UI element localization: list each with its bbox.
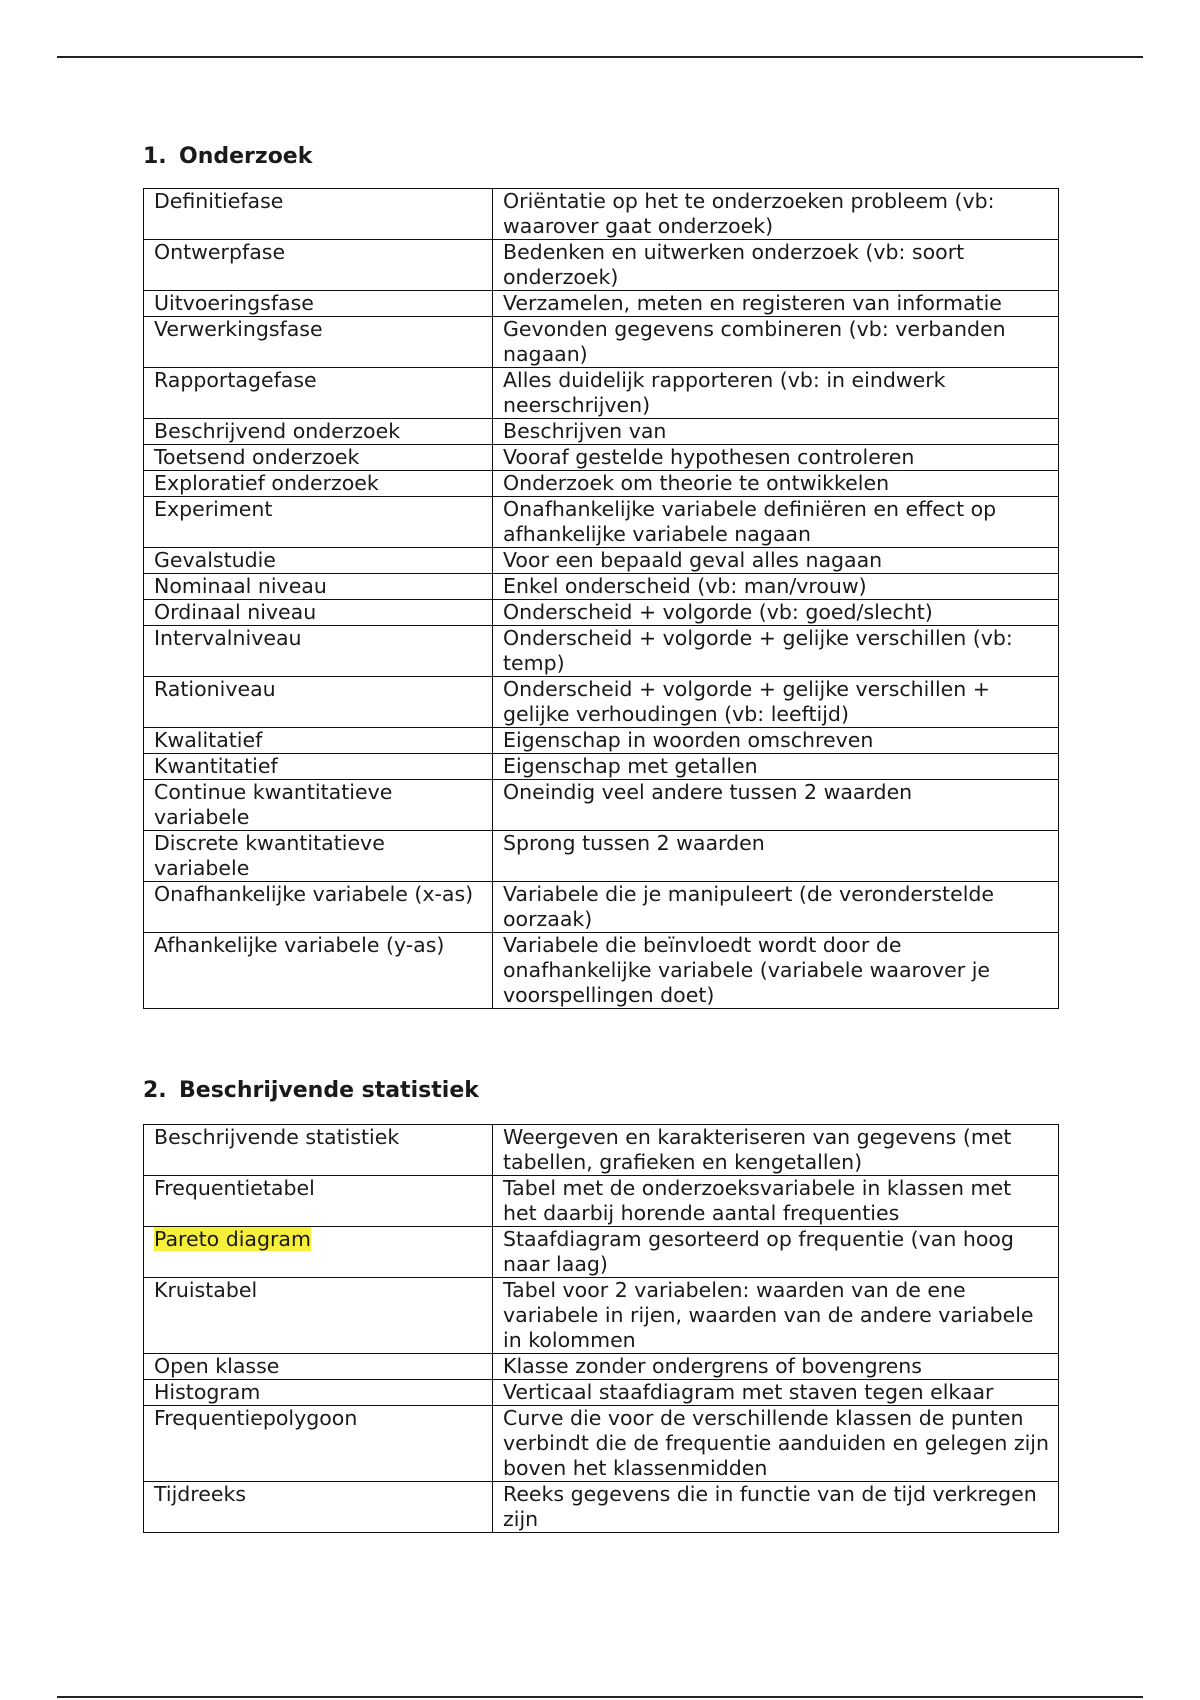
table-row xyxy=(144,754,1059,780)
definition-text: Reeks gegevens die in functie van de tijd verkregen zijn xyxy=(503,1482,1037,1531)
definition-cell xyxy=(493,1278,1059,1354)
definition-text: Beschrijven van xyxy=(503,419,667,443)
table-row xyxy=(144,626,1059,677)
definition-cell xyxy=(493,1176,1059,1227)
term-text: Ordinaal niveau xyxy=(154,600,317,624)
term-cell xyxy=(144,1176,493,1227)
definition-text: Tabel voor 2 variabelen: waarden van de ene variabele in rijen, waarden van de andere variabele in kolommen xyxy=(503,1278,1034,1352)
table-row xyxy=(144,1278,1059,1354)
definition-text: Staafdiagram gesorteerd op frequentie (van hoog naar laag) xyxy=(503,1227,1014,1276)
term-cell xyxy=(144,240,493,291)
definition-cell xyxy=(493,445,1059,471)
definition-text: Oriëntatie op het te onderzoeken probleem (vb: waarover gaat onderzoek) xyxy=(503,189,995,238)
definition-cell xyxy=(493,933,1059,1009)
term-cell xyxy=(144,548,493,574)
definition-cell xyxy=(493,240,1059,291)
table-row xyxy=(144,831,1059,882)
table-row xyxy=(144,368,1059,419)
term-text: Uitvoeringsfase xyxy=(154,291,314,315)
term-text: Nominaal niveau xyxy=(154,574,327,598)
term-text: Onafhankelijke variabele (x-as) xyxy=(154,882,474,906)
term-text: Kwantitatief xyxy=(154,754,278,778)
term-text: Frequentietabel xyxy=(154,1176,315,1200)
term-text: Rapportagefase xyxy=(154,368,317,392)
header-rule xyxy=(57,56,1143,58)
definition-text: Eigenschap met getallen xyxy=(503,754,758,778)
term-cell xyxy=(144,1227,493,1278)
definition-cell xyxy=(493,626,1059,677)
term-cell xyxy=(144,1278,493,1354)
term-text: Ontwerpfase xyxy=(154,240,286,264)
term-text: Continue kwantitatieve variabele xyxy=(154,780,393,829)
definition-cell xyxy=(493,882,1059,933)
term-text: Experiment xyxy=(154,497,273,521)
table-row xyxy=(144,1482,1059,1533)
term-text: Toetsend onderzoek xyxy=(154,445,360,469)
term-text: Histogram xyxy=(154,1380,261,1404)
term-cell xyxy=(144,1125,493,1176)
definition-cell xyxy=(493,574,1059,600)
definition-text: Vooraf gestelde hypothesen controleren xyxy=(503,445,915,469)
term-cell xyxy=(144,600,493,626)
definition-text: Curve die voor de verschillende klassen de punten verbindt die de frequentie aanduiden en gelegen zijn boven het klassenmidden xyxy=(503,1406,1049,1480)
definition-text: Onafhankelijke variabele definiëren en effect op afhankelijke variabele nagaan xyxy=(503,497,997,546)
definition-text: Enkel onderscheid (vb: man/vrouw) xyxy=(503,574,867,598)
term-text: Kruistabel xyxy=(154,1278,258,1302)
definition-text: Klasse zonder ondergrens of bovengrens xyxy=(503,1354,922,1378)
term-text: Verwerkingsfase xyxy=(154,317,323,341)
definition-text: Tabel met de onderzoeksvariabele in klassen met het daarbij horende aantal frequenties xyxy=(503,1176,1012,1225)
term-text: Kwalitatief xyxy=(154,728,263,752)
definition-text: Alles duidelijk rapporteren (vb: in eindwerk neerschrijven) xyxy=(503,368,946,417)
definition-cell xyxy=(493,368,1059,419)
definition-cell xyxy=(493,189,1059,240)
table-row xyxy=(144,240,1059,291)
section-number: 1. xyxy=(143,144,167,169)
definition-text: Voor een bepaald geval alles nagaan xyxy=(503,548,883,572)
definition-text: Oneindig veel andere tussen 2 waarden xyxy=(503,780,913,804)
term-cell xyxy=(144,626,493,677)
definition-text: Verticaal staafdiagram met staven tegen elkaar xyxy=(503,1380,994,1404)
table-row xyxy=(144,933,1059,1009)
definition-cell xyxy=(493,419,1059,445)
term-cell xyxy=(144,780,493,831)
table-row xyxy=(144,780,1059,831)
term-text: Discrete kwantitatieve variabele xyxy=(154,831,385,880)
term-text: Beschrijvende statistiek xyxy=(154,1125,400,1149)
definition-text: Onderscheid + volgorde + gelijke verschillen (vb: temp) xyxy=(503,626,1013,675)
definition-cell xyxy=(493,471,1059,497)
term-text: Exploratief onderzoek xyxy=(154,471,379,495)
table-row xyxy=(144,1125,1059,1176)
term-text: Intervalniveau xyxy=(154,626,302,650)
table-row xyxy=(144,677,1059,728)
table-row xyxy=(144,548,1059,574)
section-heading xyxy=(143,142,1059,172)
term-cell xyxy=(144,933,493,1009)
term-cell xyxy=(144,317,493,368)
table-row xyxy=(144,291,1059,317)
term-text: Afhankelijke variabele (y-as) xyxy=(154,933,445,957)
glossary-table-beschrijvende-statistiek xyxy=(143,1124,1059,1533)
term-text: Pareto diagram xyxy=(154,1227,311,1251)
term-text: Open klasse xyxy=(154,1354,280,1378)
table-row xyxy=(144,497,1059,548)
table-row xyxy=(144,189,1059,240)
definition-text: Onderzoek om theorie te ontwikkelen xyxy=(503,471,890,495)
definition-text: Gevonden gegevens combineren (vb: verbanden nagaan) xyxy=(503,317,1006,366)
definition-cell xyxy=(493,1406,1059,1482)
term-cell xyxy=(144,574,493,600)
section-title: Beschrijvende statistiek xyxy=(179,1078,479,1103)
definition-text: Sprong tussen 2 waarden xyxy=(503,831,765,855)
term-text: Beschrijvend onderzoek xyxy=(154,419,401,443)
term-cell xyxy=(144,368,493,419)
term-cell xyxy=(144,189,493,240)
definition-text: Variabele die beïnvloedt wordt door de onafhankelijke variabele (variabele waarover je voorspellingen doet) xyxy=(503,933,991,1007)
definition-text: Variabele die je manipuleert (de veronderstelde oorzaak) xyxy=(503,882,995,931)
footer-rule xyxy=(57,1696,1143,1698)
term-cell xyxy=(144,419,493,445)
term-text: Definitiefase xyxy=(154,189,284,213)
table-row xyxy=(144,600,1059,626)
definition-text: Eigenschap in woorden omschreven xyxy=(503,728,874,752)
table-row xyxy=(144,445,1059,471)
table-row xyxy=(144,317,1059,368)
term-cell xyxy=(144,882,493,933)
term-cell xyxy=(144,1482,493,1533)
definition-cell xyxy=(493,1227,1059,1278)
definition-cell xyxy=(493,728,1059,754)
definition-text: Onderscheid + volgorde + gelijke verschillen + gelijke verhoudingen (vb: leeftijd) xyxy=(503,677,990,726)
table-row xyxy=(144,1354,1059,1380)
term-cell xyxy=(144,291,493,317)
definition-cell xyxy=(493,780,1059,831)
definition-cell xyxy=(493,291,1059,317)
term-cell xyxy=(144,831,493,882)
definition-cell xyxy=(493,1380,1059,1406)
term-cell xyxy=(144,1354,493,1380)
table-row xyxy=(144,574,1059,600)
definition-cell xyxy=(493,1482,1059,1533)
section-number: 2. xyxy=(143,1078,167,1103)
table-row xyxy=(144,1380,1059,1406)
definition-cell xyxy=(493,600,1059,626)
term-text: Rationiveau xyxy=(154,677,276,701)
section-heading xyxy=(143,1076,1059,1106)
definition-text: Weergeven en karakteriseren van gegevens (met tabellen, grafieken en kengetallen) xyxy=(503,1125,1012,1174)
table-row xyxy=(144,1227,1059,1278)
definition-cell xyxy=(493,317,1059,368)
definition-cell xyxy=(493,497,1059,548)
table-row xyxy=(144,882,1059,933)
term-cell xyxy=(144,497,493,548)
table-row xyxy=(144,471,1059,497)
section-title: Onderzoek xyxy=(179,144,313,169)
definition-cell xyxy=(493,831,1059,882)
term-text: Gevalstudie xyxy=(154,548,276,572)
term-text: Frequentiepolygoon xyxy=(154,1406,358,1430)
table-row xyxy=(144,1176,1059,1227)
definition-text: Onderscheid + volgorde (vb: goed/slecht) xyxy=(503,600,933,624)
section-beschrijvende-statistiek xyxy=(143,1076,1059,1533)
term-cell xyxy=(144,677,493,728)
glossary-table-onderzoek xyxy=(143,188,1059,1009)
section-onderzoek xyxy=(143,142,1059,1009)
table-row xyxy=(144,728,1059,754)
definition-cell xyxy=(493,1354,1059,1380)
term-cell xyxy=(144,445,493,471)
definition-text: Bedenken en uitwerken onderzoek (vb: soort onderzoek) xyxy=(503,240,965,289)
definition-cell xyxy=(493,677,1059,728)
definition-cell xyxy=(493,548,1059,574)
definition-cell xyxy=(493,1125,1059,1176)
term-cell xyxy=(144,471,493,497)
term-cell xyxy=(144,728,493,754)
term-cell xyxy=(144,1406,493,1482)
definition-text: Verzamelen, meten en registeren van informatie xyxy=(503,291,1002,315)
term-cell xyxy=(144,754,493,780)
term-text: Tijdreeks xyxy=(154,1482,247,1506)
table-row xyxy=(144,1406,1059,1482)
table-row xyxy=(144,419,1059,445)
definition-cell xyxy=(493,754,1059,780)
term-cell xyxy=(144,1380,493,1406)
